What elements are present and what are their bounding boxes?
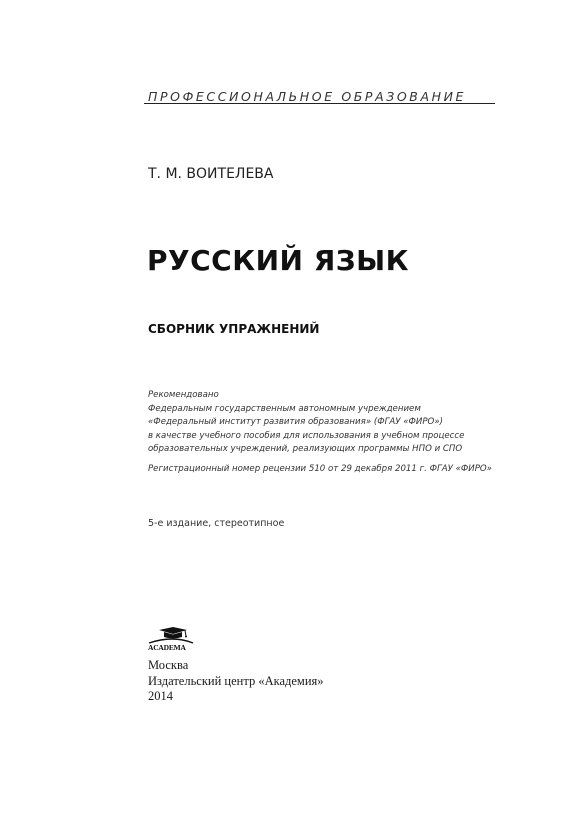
registration-number: Регистрационный номер рецензии 510 от 29 декабря 2011 г. ФГАУ «ФИРО» (148, 464, 492, 474)
recommendation-line: в качестве учебного пособия для использования в учебном процессе (148, 430, 465, 441)
recommendation-line: «Федеральный институт развития образования» (ФГАУ «ФИРО») (148, 417, 443, 427)
book-title: РУССКИЙ ЯЗЫК (147, 244, 410, 277)
recommendation-block (148, 389, 548, 457)
recommendation-line: Рекомендовано (148, 390, 219, 400)
recommendation-line: образовательных учреждений, реализующих программы НПО и СПО (148, 444, 463, 454)
author-name: Т. М. ВОИТЕЛЕВА (148, 166, 274, 182)
publication-year: 2014 (148, 689, 173, 703)
publisher-logo-text: ACADEMA (148, 643, 186, 652)
series-rule (144, 103, 495, 104)
edition-note: 5-е издание, стереотипное (148, 518, 285, 529)
series-label: ПРОФЕССИОНАЛЬНОЕ ОБРАЗОВАНИЕ (148, 89, 467, 104)
publisher-imprint (148, 658, 324, 705)
recommendation-line: Федеральным государственным автономным учреждением (148, 403, 421, 414)
book-subtitle: СБОРНИК УПРАЖНЕНИЙ (148, 322, 320, 336)
publisher-name: Издательский центр «Академия» (148, 673, 324, 688)
publisher-city: Москва (148, 658, 189, 672)
